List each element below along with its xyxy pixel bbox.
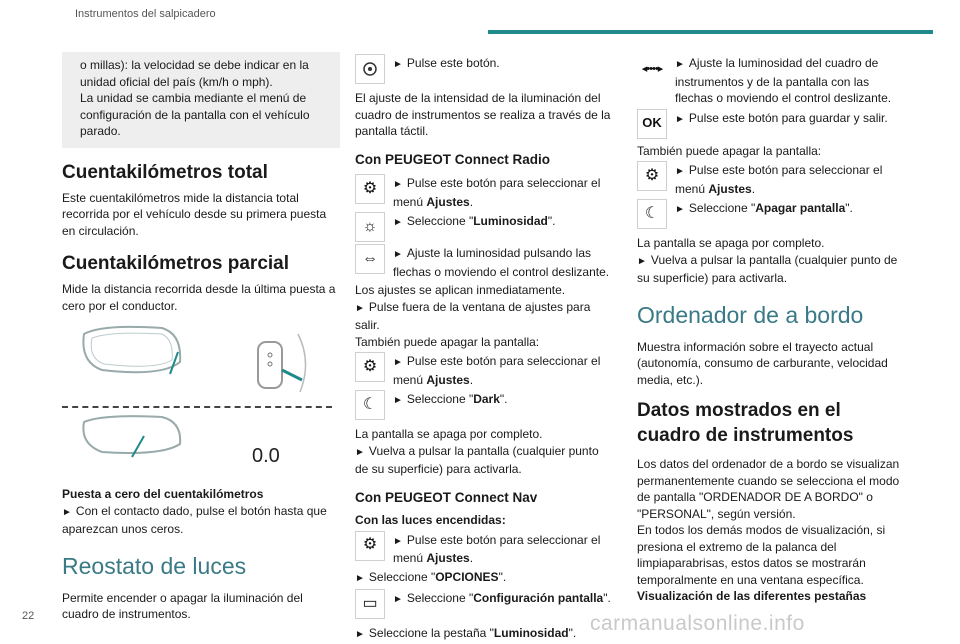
instruction-text: Seleccione " <box>368 569 436 584</box>
arrow-icon: ► <box>675 59 685 70</box>
instruction-text: Ajuste la luminosidad del cuadro de instrumentos y de la pantalla con las flechas o moviendo el control deslizante. <box>675 56 892 105</box>
column-2 <box>355 52 613 644</box>
trip-odometer-text: Mide la distancia recorrida desde la última puesta a cero por el conductor. <box>62 282 336 313</box>
instruction-text: ". <box>499 392 508 406</box>
instruction-row <box>355 212 613 242</box>
option-name: Luminosidad <box>493 626 569 640</box>
arrow-icon: ► <box>637 255 647 267</box>
dots-arrows-icon: ◂••••▸ <box>641 62 663 75</box>
instruction-text: Seleccione " <box>406 392 474 406</box>
ok-button-icon: OK <box>637 109 667 139</box>
option-name: Configuración pantalla <box>473 591 604 605</box>
brightness-button-icon <box>355 54 385 84</box>
note-text: o millas): la velocidad se debe indicar en la unidad oficial del país (km/h o mph). La unidad se cambia mediante el menú de configuración de la pantalla con el vehículo parado. <box>80 58 310 138</box>
instruction-text: Seleccione la pestaña " <box>368 626 494 640</box>
moon-icon: ☾ <box>637 199 667 229</box>
arrow-icon: ► <box>393 249 403 260</box>
tabs-display-title: Visualización de las diferentes pestañas <box>637 589 867 603</box>
trip-reset-illustration <box>62 322 332 472</box>
instruction-row <box>355 244 613 280</box>
trip-odometer-display: 0.0 <box>252 445 280 467</box>
arrow-icon: ► <box>355 446 365 458</box>
adjust-text: El ajuste de la intensidad de la iluminación del cuadro de instrumentos se realiza a través de la pantalla táctil. <box>355 91 611 138</box>
arrow-icon: ► <box>393 357 403 368</box>
instruction-text: Vuelva a pulsar la pantalla (cualquier punto de su superficie) para activarla. <box>637 252 898 285</box>
instruction-text: Seleccione " <box>406 591 474 605</box>
gear-icon: ⚙ <box>355 352 385 382</box>
menu-name: Ajustes <box>426 194 470 209</box>
heading-connect-radio: Con PEUGEOT Connect Radio <box>355 151 551 167</box>
off-intro-text: También puede apagar la pantalla: <box>637 143 822 158</box>
page-number: 22 <box>22 610 35 622</box>
instruction-text: Seleccione " <box>406 214 474 228</box>
screen-off-text: La pantalla se apaga por completo. <box>355 427 543 441</box>
menu-name: Ajustes <box>426 372 470 387</box>
option-name: Luminosidad <box>473 214 548 228</box>
instruction-text: Seleccione " <box>688 201 756 215</box>
arrow-icon: ► <box>675 113 685 125</box>
section-title: Instrumentos del salpicadero <box>75 8 216 20</box>
brightness-icon: ☼ <box>355 212 385 242</box>
arrow-icon: ► <box>355 572 365 584</box>
instruction-text: Pulse este botón para seleccionar el menú <box>675 163 883 196</box>
arrow-icon: ► <box>355 629 365 640</box>
instruction-text: Pulse este botón para guardar y salir. <box>688 110 888 125</box>
instruction-row <box>637 109 907 139</box>
reset-title: Puesta a cero del cuentakilómetros <box>62 487 264 501</box>
arrow-icon: ► <box>675 166 685 177</box>
heading-total-odometer: Cuentakilómetros total <box>62 161 268 183</box>
option-name: Apagar pantalla <box>755 201 846 215</box>
arrow-icon: ► <box>393 59 403 70</box>
instruction-text: Vuelva a pulsar la pantalla (cualquier punto de su superficie) para activarla. <box>355 443 599 476</box>
arrow-icon: ► <box>393 594 403 605</box>
instruction-row <box>637 199 907 229</box>
press-button-text: Pulse este botón. <box>406 56 500 70</box>
column-3 <box>637 52 907 605</box>
menu-name: Ajustes <box>708 181 752 196</box>
arrow-icon: ► <box>62 506 72 518</box>
instruction-row <box>355 589 613 619</box>
displayed-data-text: Los datos del ordenador de a bordo se visualizan permanentemente cuando se selecciona el modo de pantalla "ORDENADOR DE A BORDO" o "PERSONAL", según versión. En todos los demás modos de visualización, si presiona el extremo de la palanca del limpiaparabrisas, estos datos se mostrarán temporalmente en una ventana específica. <box>637 457 900 587</box>
instruction-text: ". <box>547 214 556 228</box>
arrow-icon: ► <box>393 535 403 547</box>
gear-icon: ⚙ <box>355 174 385 204</box>
instruction-text: Pulse este botón para seleccionar el menú <box>393 354 601 387</box>
instruction-row: ⚙ ► Pulse este botón para seleccionar el menú Ajustes. <box>637 161 907 197</box>
moon-icon: ☾ <box>355 390 385 420</box>
instruction-row: ⚙ ► Pulse este botón para seleccionar el menú Ajustes. <box>355 352 613 388</box>
lights-on-text: Con las luces encendidas: <box>355 513 506 527</box>
display-icon: ▭ <box>355 589 385 619</box>
total-odometer-text: Este cuentakilómetros mide la distancia total recorrida por el vehículo desde su primera puesta en circulación. <box>62 190 327 238</box>
reset-text: Con el contacto dado, pulse el botón hasta que aparezcan unos ceros. <box>62 503 327 536</box>
heading-connect-nav: Con PEUGEOT Connect Nav <box>355 489 538 505</box>
trip-computer-text: Muestra información sobre el trayecto actual (autonomía, consumo de carburante, velocidad media, etc.). <box>637 339 888 387</box>
instruction-row: ⚙ ► Pulse este botón para seleccionar el menú Ajustes. <box>355 174 613 210</box>
instruction-text: Ajuste la luminosidad pulsando las flechas o moviendo el control deslizante. <box>393 246 610 279</box>
arrow-icon: ► <box>393 217 403 228</box>
heading-displayed-data: Datos mostrados en el cuadro de instrumentos <box>637 400 854 446</box>
instruction-row <box>637 54 907 107</box>
instruction-text: Pulse este botón para seleccionar el menú <box>393 176 601 209</box>
instrument-cluster-drawing <box>62 322 332 472</box>
arrow-icon: ► <box>675 204 685 215</box>
instruction-text: ". <box>845 201 853 215</box>
note-box <box>62 52 340 148</box>
watermark: carmanualsonline.info <box>590 612 805 635</box>
heading-rheostat: Reostato de luces <box>62 552 247 579</box>
arrow-icon: ► <box>393 395 403 406</box>
gear-icon: ⚙ <box>355 531 385 561</box>
dashed-separator <box>62 406 332 408</box>
heading-trip-computer: Ordenador de a bordo <box>637 301 864 328</box>
instruction-row: ⚙ ► Pulse este botón para seleccionar el menú Ajustes. <box>355 531 613 567</box>
instruction-row <box>355 390 613 420</box>
slider-arrows-icon: ⇔ <box>355 244 385 274</box>
menu-name: Ajustes <box>426 551 470 565</box>
instruction-text: Pulse fuera de la ventana de ajustes para salir. <box>355 299 591 332</box>
instruction-row <box>355 54 613 84</box>
arrow-icon: ► <box>393 179 403 190</box>
instruction-text: ". <box>568 626 577 640</box>
instruction-text: Pulse este botón para seleccionar el menú <box>393 532 601 565</box>
rheostat-text: Permite encender o apagar la iluminación del cuadro de instrumentos. <box>62 590 303 621</box>
heading-trip-odometer: Cuentakilómetros parcial <box>62 253 290 274</box>
header-accent-bar <box>488 30 933 34</box>
off-intro-text: También puede apagar la pantalla: <box>355 334 540 349</box>
screen-off-text: La pantalla se apaga por completo. <box>637 236 825 250</box>
applied-text: Los ajustes se aplican inmediatamente. <box>355 283 566 297</box>
gear-icon: ⚙ <box>637 161 667 191</box>
column-1 <box>62 52 340 623</box>
arrow-icon: ► <box>355 302 365 314</box>
instruction-text: ". <box>603 591 611 605</box>
option-name: Dark <box>473 392 500 406</box>
option-name: OPCIONES <box>435 569 499 584</box>
instruction-text: ". <box>498 569 507 584</box>
